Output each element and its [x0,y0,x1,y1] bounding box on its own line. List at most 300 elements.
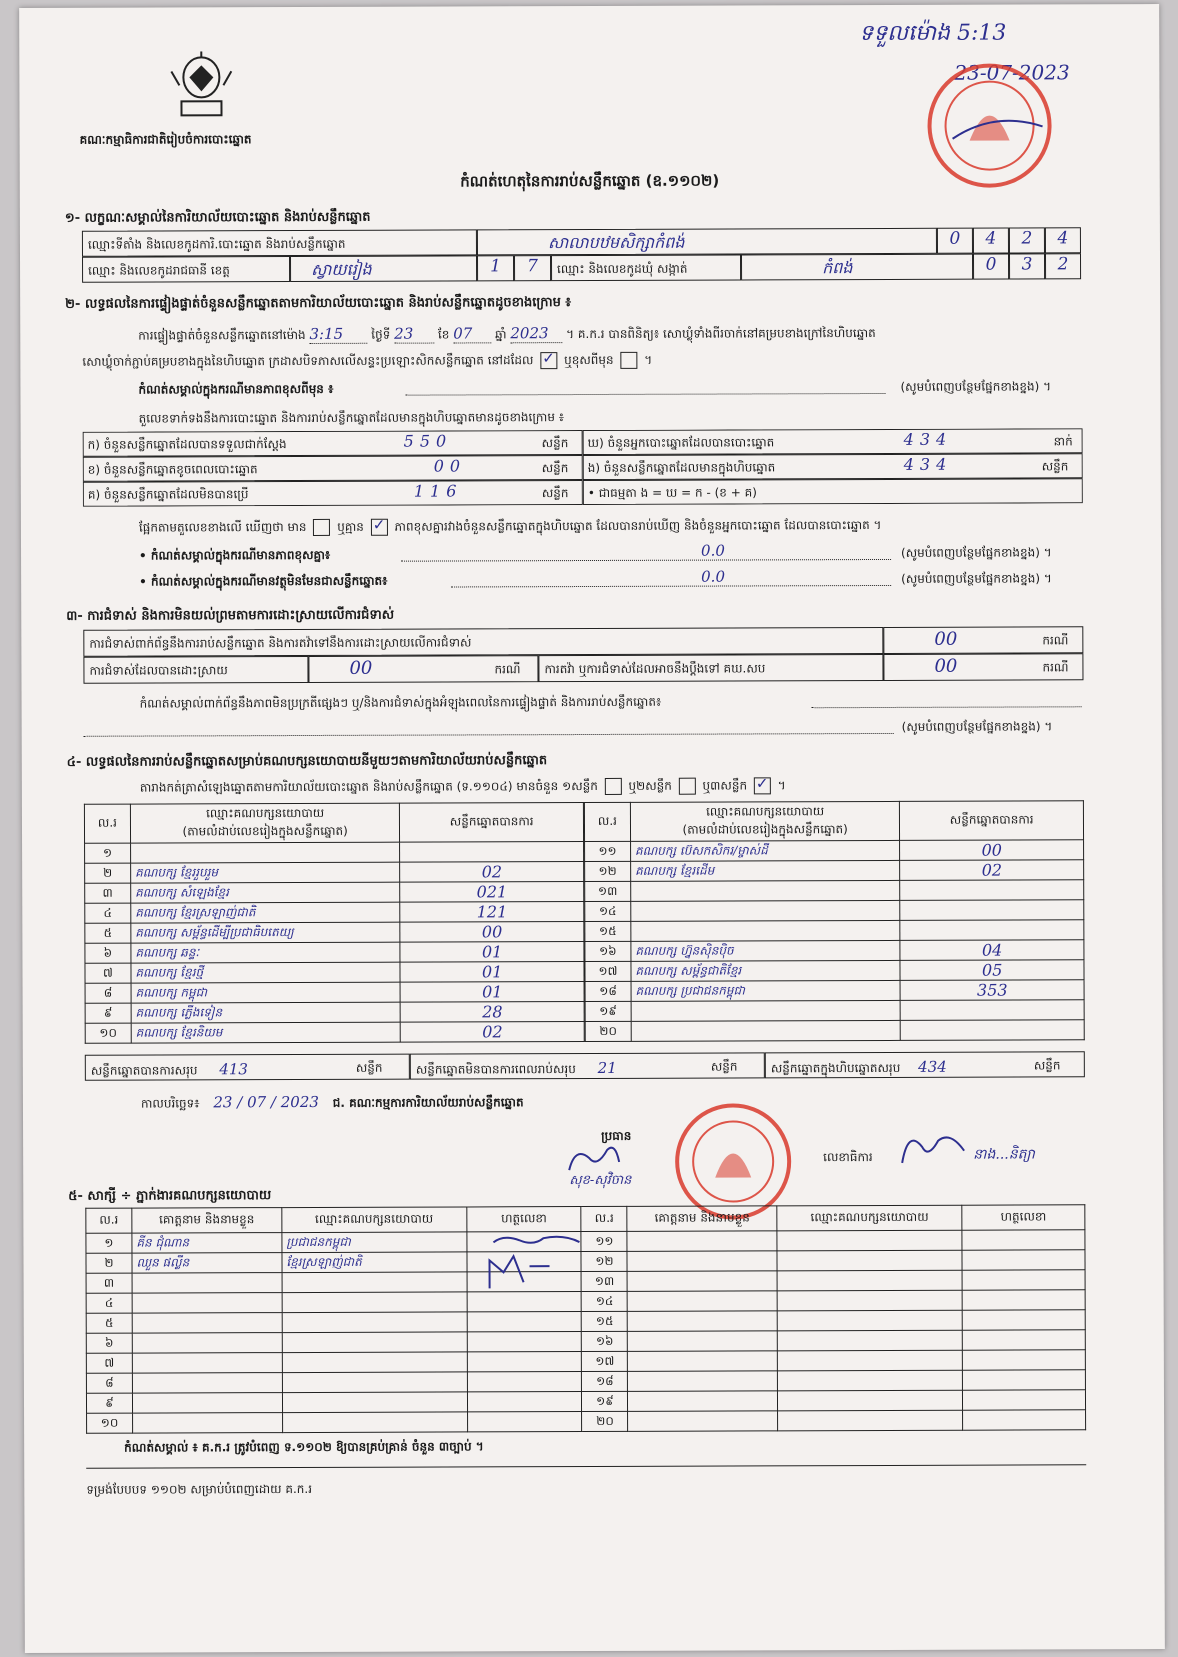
table-row [585,840,1084,862]
row-no: ១២ [581,1251,627,1271]
table-row [85,902,584,924]
witness-signature [467,1392,582,1412]
row-no: ២០ [585,1021,631,1041]
check-time: 3:15 [309,325,367,344]
witness-name [132,1273,282,1294]
row-no: ២០ [582,1411,628,1431]
witness-party [282,1332,467,1353]
valid-votes: 02 [401,1022,585,1043]
party-name: គណបក្ស ខ្មែរដើម [631,860,901,881]
party-name: គណបក្ស សំឡេងខ្មែរ [131,882,401,903]
row-no: ១៣ [585,881,631,901]
witness-name [627,1251,777,1272]
counts-right [583,428,1083,505]
col-party: ឈ្មោះគណបក្សនយោបាយ [282,1207,467,1233]
objection-count: 00 [934,628,958,650]
province-label: ឈ្មោះ និងលេខកូដរាជធានី ខេត្ត [82,256,290,283]
valid-votes [900,920,1084,941]
witness-party: ខ្មែរស្រឡាញ់ជាតិ [282,1252,467,1273]
witness-row [87,1410,1086,1433]
check-day: 23 [394,325,434,344]
count-row [583,453,1083,480]
valid-votes: 00 [900,840,1084,861]
row-no: ១៨ [585,981,631,1001]
witness-party [282,1392,467,1413]
diff-text: ផ្អែកតាមតួលេខខាងលើ ឃើញថា មាន [138,519,307,535]
ballot-count-form [19,4,1165,1653]
results-table-right [584,800,1085,1042]
formula-row: • ជាធម្មតា ង = ឃ = ក - (ខ + គ) [583,478,1083,505]
valid-votes [901,1000,1085,1021]
count-unit: សន្លឹក [541,486,569,501]
row-no: ១ [86,1233,132,1253]
note-discrepancy: • កំណត់សម្គាល់ក្នុងករណីមានភាពខុសគ្នា៖ [139,547,331,563]
valid-votes: 01 [400,962,584,983]
count-unit: នាក់ [1053,434,1073,449]
row-no: ៩ [86,1393,132,1413]
station-name: សាលាបឋមសិក្សាកំពង់ [477,228,937,256]
col-no: ល.រ [84,804,130,843]
row-no: ១៥ [582,1311,628,1331]
row-no: ២ [85,863,131,883]
total-invalid-cell [410,1052,765,1079]
col-party-label: ឈ្មោះគណបក្សនយោបាយ [706,804,825,819]
two-sheets-label: ឬ២សន្លឹក [628,778,672,793]
col-party-sub: (តាមលំដាប់លេខរៀងក្នុងសន្លឹកឆ្នោត) [682,822,848,837]
row-no: ១០ [85,1023,131,1043]
total-valid-value: 413 [219,1060,248,1079]
count-value: 00 [433,456,467,476]
station-code-digit: 0 [937,228,973,254]
witness-name [132,1353,282,1374]
witness-party [777,1270,962,1291]
unit-label: សន្លឹក [1033,1058,1061,1073]
witness-party [282,1412,467,1433]
witness-party [777,1230,962,1251]
check-year: 2023 [510,324,562,343]
witness-party [777,1250,962,1271]
col-no: ល.រ [584,802,630,841]
table-header [584,801,1083,842]
diff-checkbox[interactable] [620,352,637,369]
table-row [585,1000,1084,1022]
commune-code-digit: 0 [973,254,1009,280]
no-diff-checkbox[interactable] [371,519,388,536]
table-row [585,980,1084,1002]
col-no: ល.រ [86,1208,132,1233]
row-no: ៤ [85,903,131,923]
note-diff: កំណត់សម្គាល់ក្នុងករណីមានភាពខុសពីមុន ៖ [138,381,334,397]
valid-votes [900,880,1084,901]
table-row [85,1022,584,1044]
count-unit: សន្លឹក [541,461,569,476]
note-invalid-line [451,585,891,588]
count-row [83,455,583,482]
count-value: 550 [403,431,453,451]
three-sheets-checkbox[interactable] [754,777,771,794]
row-no: ១៤ [582,1291,628,1311]
fill-more: (សូមបំពេញបន្ថែមផ្នែកខាងខ្នង) ។ [900,379,1052,394]
witness-signature [467,1292,582,1312]
seal-line: សោឃ្លុំចាក់ភ្ជាប់គម្របខាងក្នុងនៃហិបឆ្នោត ក្រដាសបិទភាសលើសន្ទះប្រឡោះសិកសន្លឹកឆ្នោត នៅដដែល ✓ ឬខុសពីមុន ។ [82,352,652,372]
month-label: ខែ [437,327,450,342]
valid-votes: 00 [400,922,584,943]
note-discrepancy-value: 0.0 [700,541,725,560]
date-line [141,1092,524,1113]
witness-signature [962,1250,1085,1270]
valid-votes: 01 [400,982,584,1003]
day-label: ថ្ងៃទី [371,327,391,342]
table-row [585,900,1084,922]
witness-signature [962,1310,1085,1330]
unit-label: ករណី [1042,660,1069,675]
witness-signature [963,1370,1086,1390]
table-row [85,942,584,964]
resolved-count: 00 [349,657,373,679]
secretary-signature-icon [898,1129,968,1169]
has-diff-checkbox[interactable] [313,519,330,536]
row-no: ៦ [85,943,131,963]
party-name [631,900,901,921]
note-discrepancy-line [401,559,891,562]
section5-title: ៥- សាក្សី ÷ ភ្នាក់ងារគណបក្សនយោបាយ [68,1188,272,1204]
section2-title: ២- លទ្ធផលនៃការផ្ទៀងផ្ទាត់ចំនួនសន្លឹកឆ្នោតតាមការិយាល័យបោះឆ្នោត និងរាប់សន្លឹកឆ្នោតដូចខាងក្រោម ៖ [65,295,572,312]
note-diff-line [405,393,885,396]
station-code-digit: 2 [1009,227,1045,253]
valid-votes: 28 [401,1002,585,1023]
unit-label: ករណី [494,662,521,677]
province-code-digit: 1 [477,255,514,281]
count-value: 434 [903,454,953,474]
fill-more: (សូមបំពេញបន្ថែមផ្នែកខាងខ្នង) ។ [901,545,1052,560]
col-votes: សន្លឹកឆ្នោតបានការ [900,801,1084,841]
total-valid-cell [85,1054,410,1081]
count-label: ង) ចំនួនសន្លឹកឆ្នោតដែលមានក្នុងហិបឆ្នោត [587,460,776,476]
table-row [85,1002,584,1024]
col-sign: ហត្ថលេខា [962,1205,1085,1230]
section3-title: ៣- ការជំទាស់ និងការមិនយល់ព្រមតាមការដោះស្រាយលើការជំទាស់ [66,607,395,624]
count-unit: សន្លឹក [541,436,569,451]
commune-label: ឈ្មោះ និងលេខកូដឃុំ សង្កាត់ [551,254,741,281]
witness-name [628,1371,778,1392]
party-name: គណបក្ស ខ្មែរស្រឡាញ់ជាតិ [131,902,401,923]
section3-note: កំណត់សម្គាល់ពាក់ព័ន្ធនឹងភាពមិនប្រក្រតីផ្សេងៗ ឬ/និងការជំទាស់ក្នុងអំឡុងពេលនៃការផ្ទៀងផ្ទាត់ និងការរាប់សន្លឹកឆ្នោត៖ [139,694,662,711]
table-row [585,940,1084,962]
count-row [83,480,583,507]
same-checkbox[interactable] [540,352,557,369]
chair-name: សុខ-សុវិចាន [569,1172,632,1189]
witness-name: ឈួន ផល្លីន [132,1253,282,1274]
section5-note: កំណត់សម្គាល់ ៖ គ.ក.រ ត្រូវបំពេញ ទ.១១០២ ឱ្យបានគ្រប់គ្រាន់ ចំនួន ៣ច្បាប់ ។ [124,1439,484,1455]
witness-name [627,1271,777,1292]
witness-name [628,1391,778,1412]
witness-signature [467,1352,582,1372]
footer-divider [86,1464,1086,1468]
witness-signature [962,1330,1085,1350]
col-party [130,803,400,843]
witness-party [778,1330,963,1351]
row-no: ១០ [87,1413,133,1433]
valid-votes: 05 [900,960,1084,981]
table-header [86,1205,1085,1233]
secretary-label: លេខាធិការ [823,1150,873,1165]
witness-name: គីន ជុំណាន [132,1233,282,1254]
row-no: ១ [85,843,131,863]
row-no: ១៩ [582,1391,628,1411]
count-value: 434 [903,429,953,449]
row-no: ១៧ [582,1351,628,1371]
row-no: ១៣ [582,1271,628,1291]
table-header [84,803,583,844]
witness-party [282,1312,467,1333]
counts-left [83,430,583,507]
party-name: គណបក្ស កម្ពុជា [131,982,401,1003]
table-row [85,882,584,904]
witness-signature [467,1312,582,1332]
witness-name [628,1291,778,1312]
row-no: ១៤ [585,901,631,921]
province-code-digit: 7 [514,255,551,281]
diff-text: ភាពខុសគ្នារវាងចំនួនសន្លឹកឆ្នោតក្នុងហិបឆ្នោត ដែលបានរាប់ឃើញ និងចំនួនអ្នកបោះឆ្នោត ដែលបានបោះឆ្នោត ។ [394,517,882,534]
row-no: ១៦ [582,1331,628,1351]
date-label: កាលបរិច្ឆេទ៖ [140,1096,200,1111]
row-no: ១៩ [585,1001,631,1021]
commune-code-digit: 3 [1009,253,1045,279]
valid-votes [400,842,584,863]
witness-name [132,1333,282,1354]
row-no: ៩ [85,1003,131,1023]
party-name: គណបក្ស សម្ព័ន្ធដើម្បីប្រជាធិបតេយ្យ [131,922,401,943]
check-text: ការផ្ទៀងផ្ទាត់ចំនួនសន្លឹកឆ្នោតនៅម៉ោង [138,327,306,343]
witness-name [132,1293,282,1314]
party-name: គណបក្ស ប្រជាជនកម្ពុជា [631,980,901,1001]
witness-signature [962,1290,1085,1310]
diff-line [139,517,882,538]
objection-row-value-cell [883,626,1083,654]
section3-note-line [84,733,894,737]
witness-signature [467,1332,582,1352]
table-row [585,860,1084,882]
committee-stamp-icon [673,1101,793,1221]
col-party-sub: (តាមលំដាប់លេខរៀងក្នុងសន្លឹកឆ្នោត) [182,823,348,839]
valid-votes: 01 [400,942,584,963]
row-no: ១៨ [582,1371,628,1391]
table-row [85,842,584,864]
note-invalid-value: 0.0 [701,567,726,586]
count-row [583,428,1083,455]
party-name: គណបក្ស ប៊េសកសិករ/ម្ចាស់ដី [630,840,900,861]
chair-label: ប្រធាន [601,1128,632,1143]
station-code-digit: 4 [973,228,1009,254]
witness-name [132,1313,282,1334]
table-row [85,922,584,944]
appeal-label: ការតវ៉ា ឬការជំទាស់ដែលអាចនឹងប្តឹងទៅ គឃ.សប [538,654,883,682]
table-row [585,1020,1084,1042]
one-sheet-checkbox[interactable] [605,778,622,795]
section3-note-line [812,706,1082,708]
witness-party [778,1350,963,1371]
witness-name [132,1393,282,1414]
witness-name [627,1231,777,1252]
party-name: គណបក្ស ខ្មែរថ្មី [131,962,401,983]
valid-votes: 02 [400,862,584,883]
col-name: គោត្តនាម និងនាមខ្លួន [132,1208,282,1234]
valid-votes: 02 [900,860,1084,881]
results-table-left [84,802,585,1044]
count-label: ខ) ចំនួនសន្លឹកឆ្នោតខូចពេលបោះឆ្នោត [87,462,258,477]
three-sheets-label: ឬ៣សន្លឹក [702,778,748,793]
total-box-value: 434 [918,1057,947,1076]
total-invalid-value: 21 [597,1058,617,1077]
resolved-label: ការជំទាស់ដែលបានដោះស្រាយ [83,656,308,684]
chair-signature-icon [563,1142,623,1176]
row-no: ៥ [85,923,131,943]
results-body [85,842,585,1044]
witness-party [778,1370,963,1391]
total-valid-label: សន្លឹកឆ្នោតបានការសរុប [90,1063,198,1078]
row-no: ១៧ [585,961,631,981]
party-name: គណបក្ស ហ្វ៊ុនស៊ិនប៉ិច [631,940,901,961]
count-label: គ) ចំនួនសន្លឹកឆ្នោតដែលមិនបានប្រើ [87,487,249,502]
total-box-label: សន្លឹកឆ្នោតក្នុងហិបឆ្នោតសរុប [770,1060,901,1076]
row-no: ១៦ [585,941,631,961]
count-label: ក) ចំនួនសន្លឹកឆ្នោតដែលបានទទួលជាក់ស្តែង [87,437,287,452]
witness-party [778,1410,963,1431]
valid-votes [901,1020,1085,1041]
section4-intro: តារាងកត់ត្រាសំឡេងឆ្នោតតាមការិយាល័យបោះឆ្នោត និងរាប់សន្លឹកឆ្នោត (ទ.១១០៤) មានចំនួន ១សន្លឹក ឬ២សន្លឹក ឬ៣សន្លឹក ✓ ។ [140,777,786,797]
witness-signature-icon [483,1232,593,1292]
year-label: ឆ្នាំ [495,327,507,342]
row-no: ៧ [86,1353,132,1373]
witness-signature [467,1372,582,1392]
witness-party [778,1390,963,1411]
station-code-digit: 4 [1045,227,1081,253]
witness-name [628,1311,778,1332]
col-name: គោត្តនាម និងនាមខ្លួន [627,1206,777,1232]
form-title: កំណត់ហេតុនៃការរាប់សន្លឹកឆ្នោត (ឧ.១១០២) [460,171,720,191]
section4-title: ៤- លទ្ធផលនៃការរាប់សន្លឹកឆ្នោតសម្រាប់គណបក្សនយោបាយនីមួយៗតាមការិយាល័យរាប់សន្លឹកឆ្នោត [66,753,548,770]
results-body [585,840,1085,1042]
col-party-label: ឈ្មោះគណបក្សនយោបាយ [206,805,325,821]
table-row [85,862,584,884]
col-no: ល.រ [581,1206,627,1231]
section1-title: ១- លក្ខណៈសម្គាល់នៃការិយាល័យបោះឆ្នោត និងរាប់សន្លឹកឆ្នោត [64,209,371,226]
witness-party [282,1372,467,1393]
row-no: ៥ [86,1313,132,1333]
valid-votes: 353 [900,980,1084,1001]
row-no: ៨ [85,983,131,1003]
fill-more: (សូមបំពេញបន្ថែមផ្នែកខាងខ្នង) ។ [901,571,1052,586]
party-name [130,842,400,863]
count-label: ឃ) ចំនួនអ្នកបោះឆ្នោតដែលបានបោះឆ្នោត [587,435,775,451]
check-month: 07 [453,324,491,343]
commune-code-digit: 2 [1045,253,1081,279]
row-no: ១១ [585,841,631,861]
party-name: គណបក្ស សម្ព័ន្ធជាតិខ្មែរ [631,960,901,981]
witness-party [282,1292,467,1313]
row-no: ៨ [86,1373,132,1393]
witness-signature [962,1230,1085,1250]
count-row [83,430,583,457]
check-line [138,322,1138,345]
note-invalid: • កំណត់សម្គាល់ក្នុងករណីមានវត្ថុមិនមែនជាសន្លឹកឆ្នោត៖ [139,573,388,589]
witness-party: ប្រជាជនកម្ពុជា [282,1232,467,1253]
seal-text: សោឃ្លុំចាក់ភ្ជាប់គម្របខាងក្នុងនៃហិបឆ្នោត ក្រដាសបិទភាសលើសន្ទះប្រឡោះសិកសន្លឹកឆ្នោត នៅដដែល [82,353,534,369]
fill-more: (សូមបំពេញបន្ថែមផ្នែកខាងខ្នង) ។ [901,719,1053,734]
witness-party [777,1310,962,1331]
table-row [585,920,1084,942]
emblem-icon [169,51,233,125]
party-name [631,880,901,901]
station-label: ឈ្មោះទីតាំង និងលេខកូដការិ.បោះឆ្នោត និងរាប់សន្លឹកឆ្នោត [82,229,477,256]
row-no: ១៥ [585,921,631,941]
row-no: ១១ [581,1231,627,1251]
row-no: ៣ [86,1273,132,1293]
valid-votes: 121 [400,902,584,923]
unit-label: សន្លឹក [710,1059,738,1074]
witness-signature [962,1270,1085,1290]
secretary-name: នាង...និត្យា [973,1146,1035,1163]
total-invalid-label: សន្លឹកឆ្នោតមិនបានការពេលរាប់សរុប [415,1062,576,1077]
objection-row-label: ការជំទាស់ពាក់ព័ន្ធនឹងការរាប់សន្លឹកឆ្នោត និងការតវ៉ាទៅនឹងការដោះស្រាយលើការជំទាស់ [83,627,883,657]
col-party: ឈ្មោះគណបក្សនយោបាយ [777,1205,962,1231]
table-row [85,982,584,1004]
table-row [85,962,584,984]
received-note: ទទួលម៉ោង 5:13 [859,20,1007,47]
witness-name [628,1411,778,1432]
row-no: ២ [86,1253,132,1273]
sign-date: 23 / 07 / 2023 [213,1092,319,1112]
party-name: គណបក្ស ខ្មែររួបរួម [131,862,401,883]
count-value: 116 [413,481,463,501]
form-footer: ទម្រង់បែបបទ ១១០២ សម្រាប់បំពេញដោយ គ.ក.រ [86,1481,313,1497]
party-name [631,1000,901,1021]
party-name: គណបក្ស ភ្លើងទៀន [131,1002,401,1023]
witness-party [282,1272,467,1293]
no-diff-label: ឬគ្មាន [337,519,364,534]
valid-votes [900,900,1084,921]
witness-signature [962,1350,1085,1370]
appeal-value-cell [883,653,1083,681]
commune-name: កំពង់ [741,254,973,281]
count-unit: សន្លឹក [1041,459,1069,474]
row-no: ៦ [86,1333,132,1353]
witness-party [777,1290,962,1311]
resolved-value-cell [308,655,538,683]
col-votes: សន្លឹកឆ្នោតបានការ [400,803,584,843]
counts-intro: តួលេខទាក់ទងនឹងការបោះឆ្នោត និងការរាប់សន្លឹកឆ្នោតដែលមានក្នុងហិបឆ្នោតមានដូចខាងក្រោម ៖ [138,410,565,426]
committee-label: ជ. គណៈកម្មការការិយាល័យរាប់សន្លឹកឆ្នោត [332,1095,524,1110]
valid-votes: 021 [400,882,584,903]
unit-label: សន្លឹក [355,1060,383,1075]
witness-signature [467,1412,582,1432]
valid-votes: 04 [900,940,1084,961]
witness-name [132,1373,282,1394]
table-row [585,960,1084,982]
committee-name: គណៈកម្មាធិការជាតិរៀបចំការបោះឆ្នោត [79,132,252,147]
col-party [630,801,900,841]
table-row [585,880,1084,902]
row-no: ៤ [86,1293,132,1313]
row-no: ៣ [85,883,131,903]
witness-name [628,1351,778,1372]
diff-label: ឬខុសពីមុន [564,352,614,368]
col-sign: ហត្ថលេខា [466,1207,581,1232]
witness-signature [963,1410,1086,1430]
province-name: ស្វាយរៀង [290,255,477,282]
two-sheets-checkbox[interactable] [679,778,696,795]
party-name: គណបក្ស ឆន្ទៈ [131,942,401,963]
